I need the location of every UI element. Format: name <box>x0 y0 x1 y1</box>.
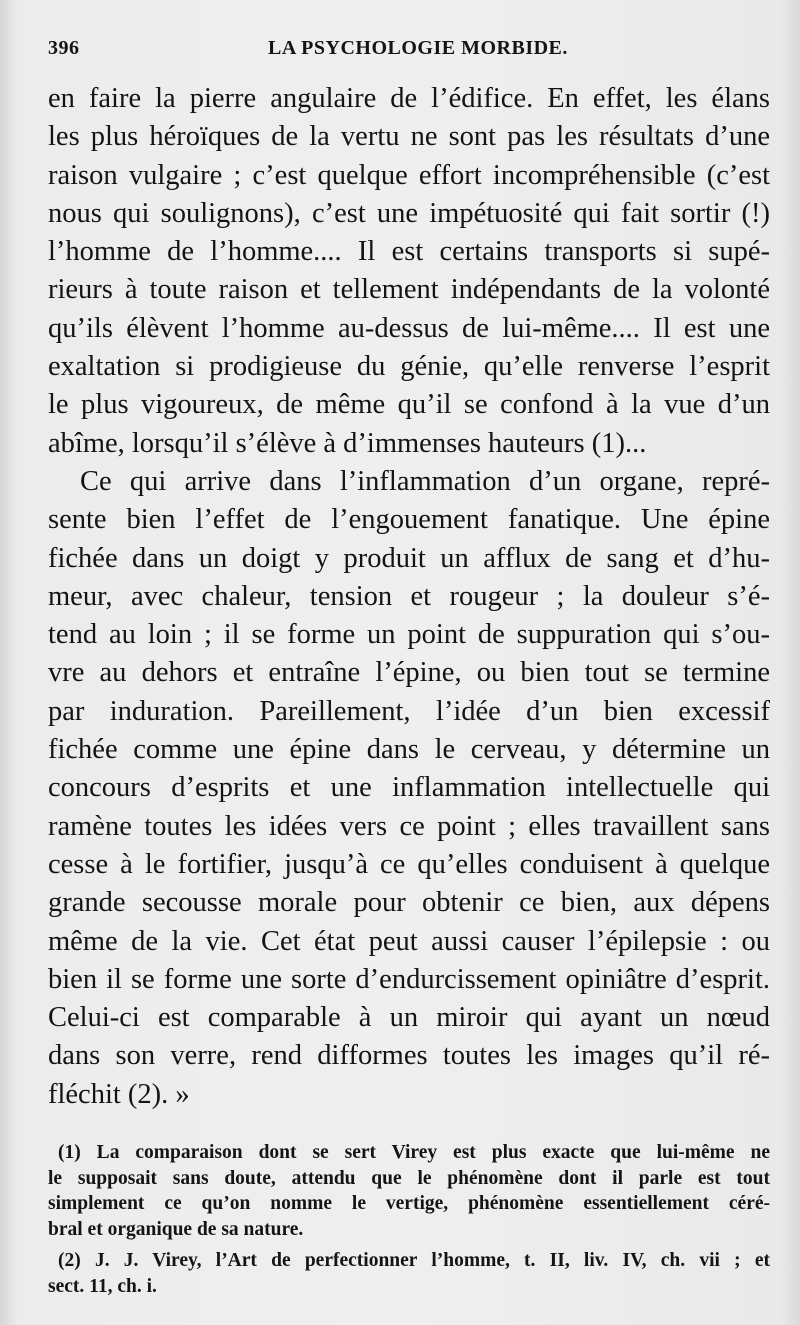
text-line: l’homme de l’homme.... Il est certains transports si supé- <box>48 236 770 268</box>
text-line: les plus héroïques de la vertu ne sont pas les résultats d’une <box>48 121 770 153</box>
text-line: abîme, lorsqu’il s’élève à d’immenses hauteurs (1)... <box>48 427 647 459</box>
text-line: grande secousse morale pour obtenir ce bien, aux dépens <box>48 887 770 919</box>
page-header <box>48 37 772 71</box>
footnote-line: sect. 11, ch. i. <box>48 1275 157 1297</box>
text-line: ramène toutes les idées vers ce point ; elles travaillent sans <box>48 810 770 842</box>
footnote-2 <box>48 1248 770 1299</box>
text-line: nous qui soulignons), c’est une impétuosité qui fait sortir (!) <box>48 197 770 229</box>
text-line: concours d’esprits et une inflammation intellectuelle qui <box>48 772 770 804</box>
footnote-line: simplement ce qu’on nomme le vertige, phénomène essentiellement céré- <box>48 1193 770 1214</box>
text-line: exaltation si prodigieuse du génie, qu’elle renverse l’esprit <box>48 351 770 383</box>
text-line: qu’ils élèvent l’homme au-dessus de lui-même.... Il est une <box>48 312 770 344</box>
footnote-1 <box>48 1140 770 1242</box>
text-line: Ce qui arrive dans l’inflammation d’un organe, repré- <box>80 465 770 497</box>
text-line: en faire la pierre angulaire de l’édifice. En effet, les élans <box>48 83 770 114</box>
footnote-line: (2) J. J. Virey, l’Art de perfectionner l’homme, t. II, liv. IV, ch. vii ; et <box>58 1250 770 1271</box>
text-line: fichée comme une épine dans le cerveau, y détermine un <box>48 734 770 766</box>
running-title: LA PSYCHOLOGIE MORBIDE. <box>268 37 568 59</box>
footnote-line: (1) La comparaison dont se sert Virey est plus exacte que lui-même ne <box>58 1142 770 1163</box>
text-line: par induration. Pareillement, l’idée d’un bien excessif <box>48 695 770 727</box>
text-line: fichée dans un doigt y produit un afflux de sang et d’hu- <box>48 542 770 574</box>
text-line: Celui-ci est comparable à un miroir qui ayant un nœud <box>48 1002 770 1034</box>
main-text <box>48 80 770 1114</box>
text-line: bien il se forme une sorte d’endurcissement opiniâtre d’esprit. <box>48 963 770 995</box>
footnotes <box>48 1140 770 1299</box>
footnote-line: bral et organique de sa nature. <box>48 1218 304 1240</box>
text-line: raison vulgaire ; c’est quelque effort incompréhensible (c’est <box>48 159 770 191</box>
text-line: sente bien l’effet de l’engouement fanatique. Une épine <box>48 504 770 536</box>
text-line: vre au dehors et entraîne l’épine, ou bien tout se termine <box>48 657 770 689</box>
text-line: dans son verre, rend difformes toutes les images qu’il ré- <box>48 1040 770 1072</box>
text-line: meur, avec chaleur, tension et rougeur ; la douleur s’é- <box>48 580 770 612</box>
footnote-line: le supposait sans doute, attendu que le phénomène dont il parle est tout <box>48 1167 770 1189</box>
text-line: tend au loin ; il se forme un point de suppuration qui s’ou- <box>48 619 770 651</box>
text-line: fléchit (2). » <box>48 1078 190 1110</box>
text-line: le plus vigoureux, de même qu’il se confond à la vue d’un <box>48 389 770 421</box>
page-number: 396 <box>48 37 80 59</box>
text-line: cesse à le fortifier, jusqu’à ce qu’elles conduisent à quelque <box>48 848 770 880</box>
text-line: même de la vie. Cet état peut aussi causer l’épilepsie : ou <box>48 925 770 957</box>
text-line: rieurs à toute raison et tellement indépendants de la volonté <box>48 274 770 306</box>
